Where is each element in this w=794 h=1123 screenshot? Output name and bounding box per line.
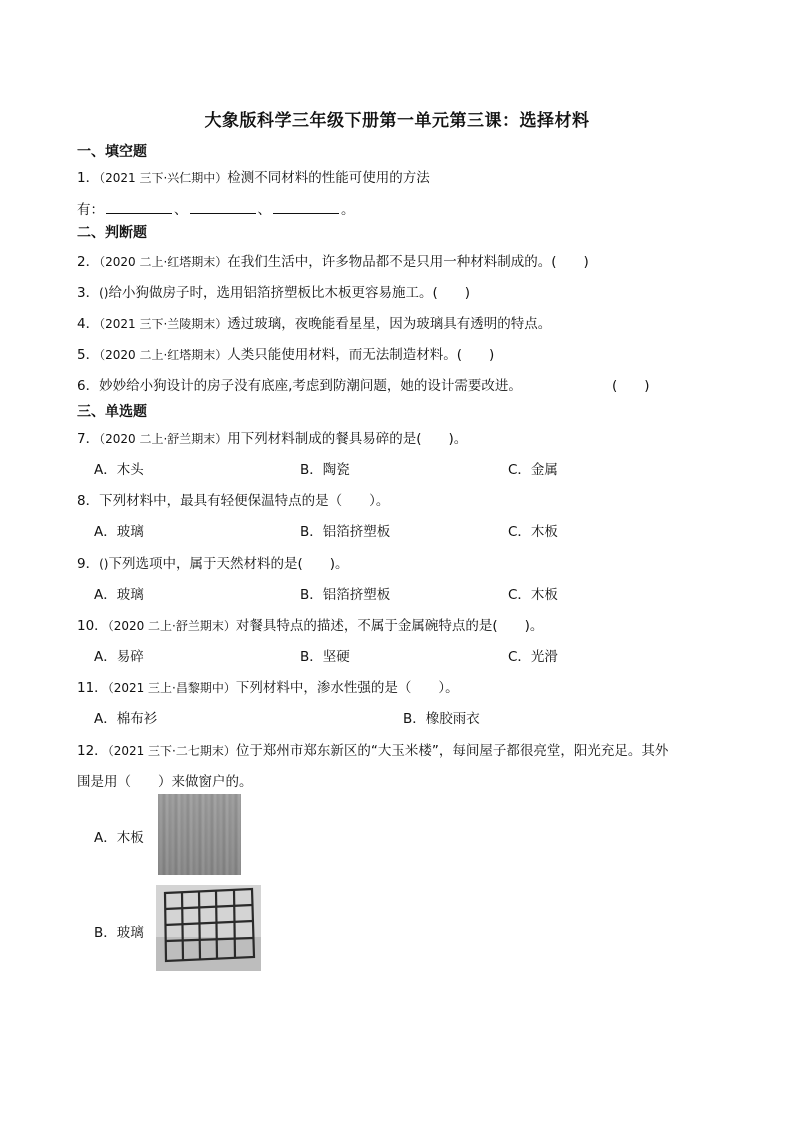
question-text: 给小狗做房子时，选用铝箔挤塑板比木板更容易施工。( ) [108,285,471,301]
question-5 [77,343,494,363]
question-1 [77,166,430,186]
question-11 [77,676,459,696]
question-text: 透过玻璃，夜晚能看星星，因为玻璃具有透明的特点。 [227,316,552,332]
question-number: 10． [77,618,108,634]
question-6 [77,374,522,394]
question-number: 4． [77,316,100,332]
question-source: （2020 二上·舒兰期末） [107,619,236,633]
question-number: 12． [77,743,108,759]
question-source: () [99,557,109,571]
q9-option-b[interactable]: B．铝箔挤塑板 [300,587,391,603]
question-source: （2020 二上·舒兰期末） [99,432,228,446]
q8-option-a[interactable]: A．玻璃 [94,524,144,540]
question-9 [77,552,349,572]
answer-blank-3[interactable] [273,201,339,214]
question-7 [77,427,467,447]
q8-option-c[interactable]: C．木板 [508,524,558,540]
window-grid-icon [156,885,261,971]
question-text: 在我们生活中，许多物品都不是只用一种材料制成的。( ) [227,254,589,270]
question-source: （2021 三下·兰陵期末） [99,317,228,331]
q12-option-a[interactable]: A．木板 [94,830,144,846]
q11-option-b[interactable]: B．橡胶雨衣 [403,711,480,727]
question-number: 7． [77,431,100,447]
question-source: （2021 三下·二七期末） [107,744,236,758]
answer-blank-2[interactable] [190,201,256,214]
question-number: 5． [77,347,100,363]
question-3 [77,281,470,301]
separator: 、 [174,202,188,218]
question-source: （2021 三下·兴仁期中） [99,171,228,185]
question-source: （2021 三上·昌黎期中） [107,681,236,695]
question-text: 妙妙给小狗设计的房子没有底座,考虑到防潮问题，她的设计需要改进。 [99,378,522,394]
glass-window-image [156,885,261,971]
question-2 [77,250,589,270]
question-text: 人类只能使用材料，而无法制造材料。( ) [227,347,495,363]
answer-prefix: 有： [77,202,104,218]
q8-option-b[interactable]: B．铝箔挤塑板 [300,524,391,540]
q9-option-a[interactable]: A．玻璃 [94,587,144,603]
question-text: 下列材料中，渗水性强的是（ ）。 [235,680,459,696]
question-4 [77,312,551,332]
question-number: 11． [77,680,108,696]
end-mark: 。 [341,202,355,218]
question-text: 下列选项中，属于天然材料的是( )。 [108,556,349,572]
q10-option-b[interactable]: B．坚硬 [300,649,350,665]
question-number: 8． [77,493,100,509]
separator: 、 [257,202,271,218]
question-12-line-2: 围是用（ ）来做窗户的。 [77,774,253,790]
question-8 [77,489,389,509]
page-title: 大象版科学三年级下册第一单元第三课：选择材料 [204,111,590,131]
question-12 [77,739,668,759]
question-number: 6． [77,378,100,394]
q7-option-a[interactable]: A．木头 [94,462,144,478]
question-number: 1． [77,170,100,186]
question-source: （2020 二上·红塔期末） [99,255,228,269]
wood-board-image [158,794,241,875]
section-judge-heading: 二、判断题 [77,225,147,241]
section-single-choice-heading: 三、单选题 [77,404,147,420]
q9-option-c[interactable]: C．木板 [508,587,558,603]
question-number: 3． [77,285,100,301]
question-1-answer-line [77,198,355,218]
q11-option-a[interactable]: A．棉布衫 [94,711,158,727]
q12-option-b[interactable]: B．玻璃 [94,925,144,941]
question-number: 9． [77,556,100,572]
question-source: （2020 二上·红塔期末） [99,348,228,362]
question-text: 位于郑州市郑东新区的“大玉米楼”，每间屋子都很亮堂，阳光充足。其外 [235,743,669,759]
question-text: 检测不同材料的性能可使用的方法 [227,170,430,186]
q7-option-c[interactable]: C．金属 [508,462,558,478]
question-text: 对餐具特点的描述，不属于金属碗特点的是( )。 [235,618,544,634]
answer-blank-1[interactable] [106,201,172,214]
q7-option-b[interactable]: B．陶瓷 [300,462,350,478]
question-10 [77,614,543,634]
question-text: 下列材料中，最具有轻便保温特点的是（ ）。 [99,493,390,509]
question-source: () [99,286,109,300]
q10-option-c[interactable]: C．光滑 [508,649,558,665]
question-number: 2． [77,254,100,270]
question-text: 用下列材料制成的餐具易碎的是( )。 [227,431,468,447]
section-fill-blank-heading: 一、填空题 [77,144,147,160]
q10-option-a[interactable]: A．易碎 [94,649,144,665]
question-6-answer-paren: ( ) [612,378,650,394]
